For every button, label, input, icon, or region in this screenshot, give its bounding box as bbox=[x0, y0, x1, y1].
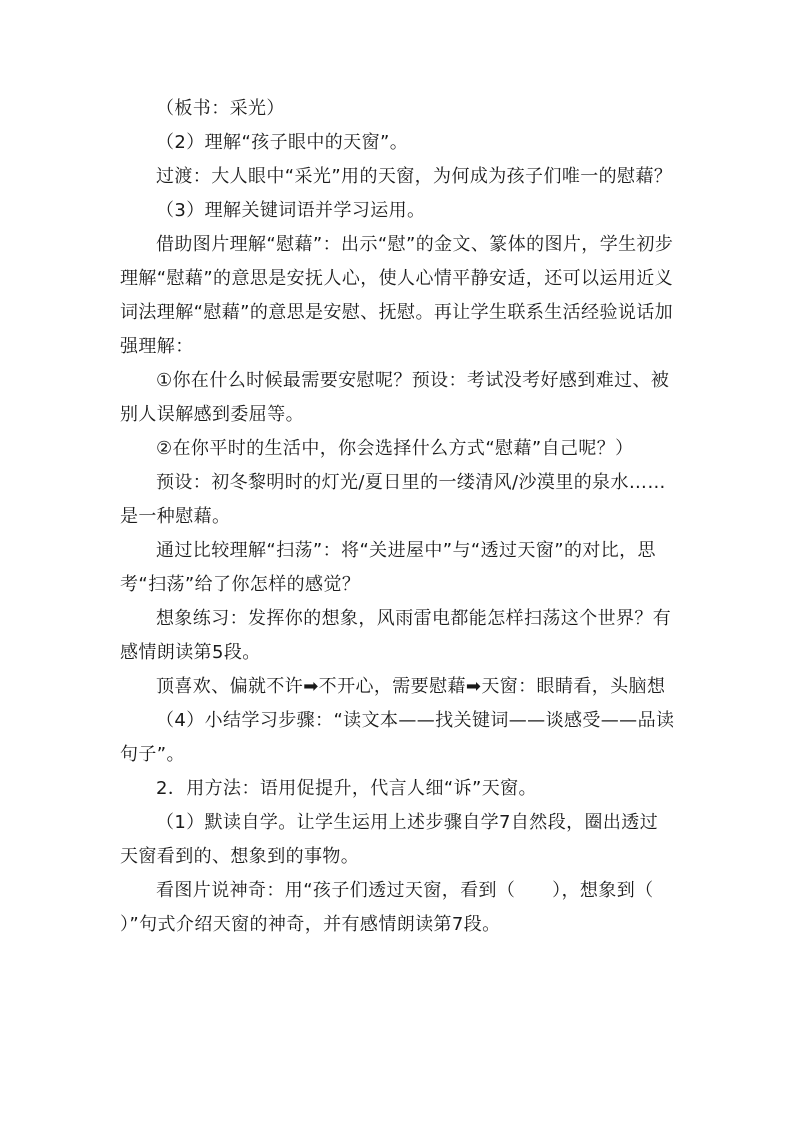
paragraph-blackboard-note: （板书：采光） bbox=[156, 98, 285, 119]
paragraph-step-3: （3）理解关键词语并学习运用。 bbox=[156, 200, 426, 221]
paragraph-picture-understanding: 借助图片理解“慰藉”：出示“慰”的金文、篆体的图片，学生初步理解“慰藉”的意思是安抚人心，使人心情平静安适，还可以运用近义词法理解“慰藉”的意思是安慰、抚慰。再让学生联系生活经验说话加强理解： bbox=[120, 234, 674, 357]
paragraph-picture-talk: 看图片说神奇：用“孩子们透过天窗，看到（ ），想象到（ ）”句式介绍天窗的神奇，并有感情朗读第7段。 bbox=[120, 880, 691, 935]
paragraph-preset: 预设：初冬黎明时的灯光/夏日里的一缕清风/沙漠里的泉水……是一种慰藉。 bbox=[120, 472, 666, 527]
paragraph-section-2: 2．用方法：语用促提升，代言人细“诉”天窗。 bbox=[156, 778, 537, 799]
paragraph-arrow-summary: 顶喜欢、偏就不许➡不开心，需要慰藉➡天窗：眼睛看，头脑想 bbox=[156, 676, 666, 697]
paragraph-step-4: （4）小结学习步骤：“读文本——找关键词——谈感受——品读句子”。 bbox=[120, 710, 675, 765]
paragraph-transition: 过渡：大人眼中“采光”用的天窗，为何成为孩子们唯一的慰藉？ bbox=[156, 166, 673, 187]
paragraph-imagination-practice: 想象练习：发挥你的想象，风雨雷电都能怎样扫荡这个世界？有感情朗读第5段。 bbox=[120, 608, 672, 663]
paragraph-step-2: （2）理解“孩子眼中的天窗”。 bbox=[156, 132, 409, 153]
paragraph-compare-sweep: 通过比较理解“扫荡”：将“关进屋中”与“透过天窗”的对比，思考“扫荡”给了你怎样的感觉？ bbox=[120, 540, 656, 595]
document-page bbox=[120, 92, 691, 942]
paragraph-question-2: ②在你平时的生活中，你会选择什么方式“慰藉”自己呢？） bbox=[156, 438, 634, 459]
paragraph-question-1: ①你在什么时候最需要安慰呢？预设：考试没考好感到难过、被别人误解感到委屈等。 bbox=[120, 370, 670, 425]
paragraph-silent-reading: （1）默读自学。让学生运用上述步骤自学7自然段，圈出透过天窗看到的、想象到的事物。 bbox=[120, 812, 659, 867]
